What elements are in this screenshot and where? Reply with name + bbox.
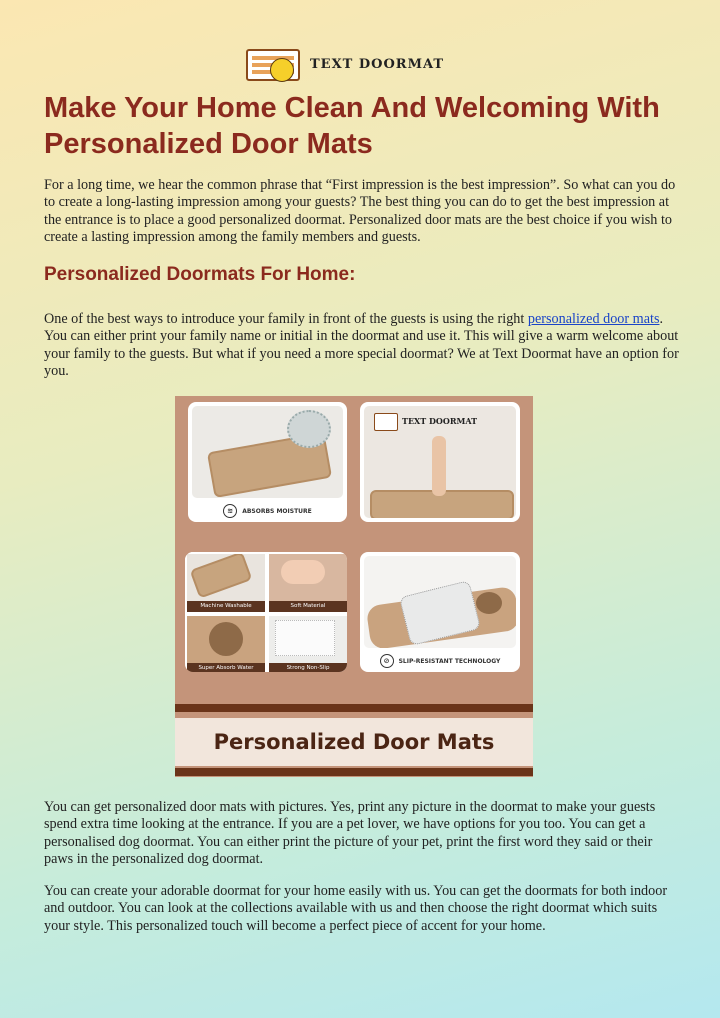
feature-label-absorb: Super Absorb Water [187, 663, 265, 672]
slip-resistant-card [360, 552, 520, 672]
slip-resistant-caption: SLIP-RESISTANT TECHNOLOGY [398, 657, 501, 665]
section-heading: Personalized Doormats For Home: [44, 264, 356, 285]
personalized-door-mats-link[interactable]: personalized door mats [527, 311, 660, 327]
banner-stripe-bottom [175, 768, 533, 776]
product-image [175, 396, 533, 777]
banner-stripe-top [175, 704, 533, 712]
brand-logo[interactable] [246, 49, 444, 79]
card-brand-text: TEXT DOORMAT [402, 416, 478, 426]
page-title: Make Your Home Clean And Welcoming With Personalized Door Mats [44, 92, 660, 160]
smiley-doormat-icon [246, 49, 298, 79]
feature-label-washable: Machine Washable [187, 601, 265, 612]
moisture-icon: ≋ [223, 504, 237, 518]
absorbs-moisture-caption: ABSORBS MOISTURE [242, 507, 312, 515]
non-slip-icon: ⊘ [380, 654, 394, 668]
brand-name: TEXT DOORMAT [310, 56, 445, 72]
product-banner: Personalized Door Mats [175, 718, 533, 766]
feature-label-non-slip: Strong Non-Slip [269, 663, 347, 672]
feature-label-soft: Soft Material [269, 601, 347, 612]
paragraph-personalized [44, 311, 680, 380]
paragraph-pictures: You can get personalized door mats with pictures. Yes, print any picture in the doormat to make your guests spend extra time looking at the entrance. If you are a pet lover, we have options for you too. You can get a personalised dog doormat. You can either print the picture of your pet, print the first word they said or their paws in the personalized dog doormat. [44, 799, 656, 867]
paragraph-text-after-link: . You can either print your family name or initial in the doormat and use it. This will give a warm welcome about your family to the guests. But what if you need a more special doormat? We at Text Doormat have an option for you. [44, 311, 679, 379]
features-card [185, 552, 347, 672]
absorbs-moisture-card [188, 402, 347, 522]
brand-scene-card [360, 402, 520, 522]
intro-paragraph: For a long time, we hear the common phrase that “First impression is the best impression”. So what can you do to create a long-lasting impression among your guests? The best thing you can do to get the best impression at the entrance is to place a good personalized doormat. Personalized door mats are the best choice if you wish to create a lasting impression among the family members and guests. [44, 177, 676, 245]
paragraph-text-before-link: One of the best ways to introduce your family in front of the guests is using the right [44, 311, 528, 327]
paragraph-collections: You can create your adorable doormat for your home easily with us. You can get the doormats for both indoor and outdoor. You can look at the collections available with us and then choose the right doormat which suits your style. This personalized touch will become a perfect piece of accent for your home. [44, 883, 668, 934]
